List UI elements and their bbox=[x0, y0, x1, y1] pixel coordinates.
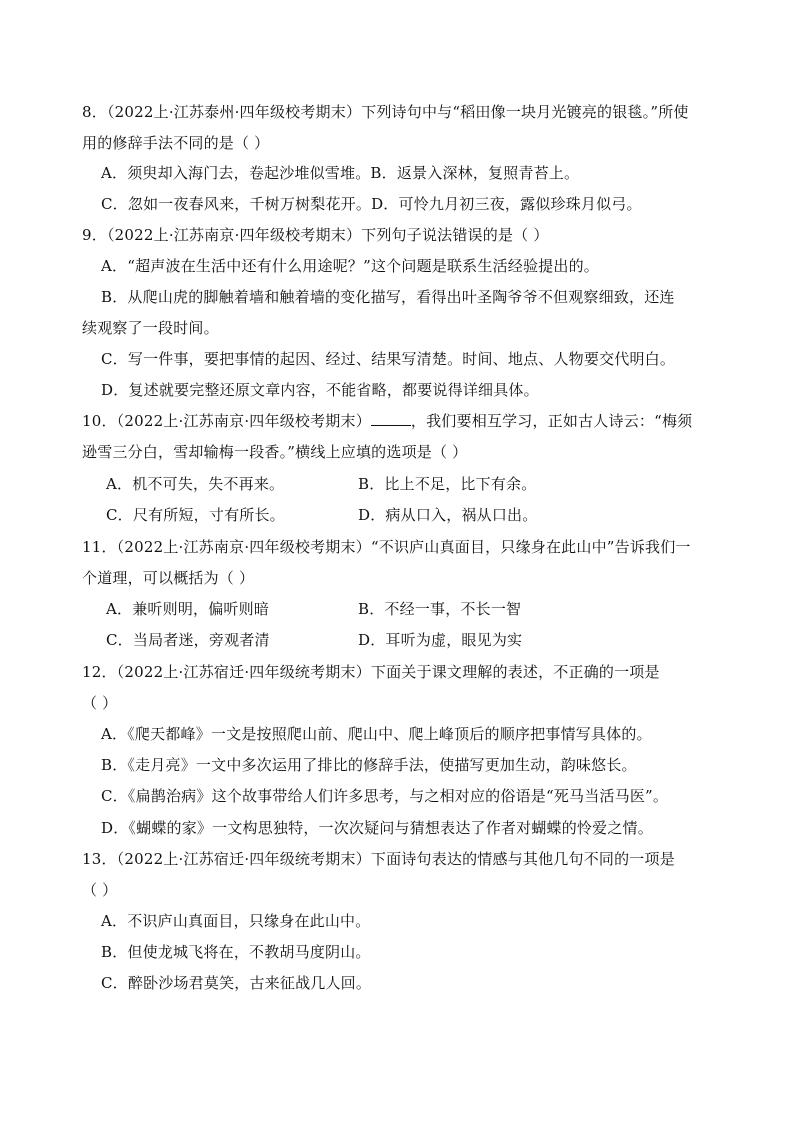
q10-stem-line-2: 逊雪三分白，雪却输梅一段香。”横线上应填的选项是（ ） bbox=[82, 443, 468, 461]
q11-option-d: D．耳听为虚，眼见为实 bbox=[358, 631, 523, 649]
q12-option-b: B．《走月亮》一文中多次运用了排比的修辞手法，使描写更加生动，韵味悠长。 bbox=[101, 756, 637, 774]
q11-option-a: A．兼听则明，偏听则暗 bbox=[106, 600, 270, 618]
q12-stem-line-1: 12．（2022上·江苏宿迁·四年级统考期末）下面关于课文理解的表述，不正确的一项是 bbox=[82, 663, 660, 681]
q10-option-a: A．机不可失，失不再来。 bbox=[106, 475, 285, 493]
q12-option-d: D．《蝴蝶的家》一文构思独特，一次次疑问与猜想表达了作者对蝴蝶的怜爱之情。 bbox=[101, 819, 653, 837]
q8-stem-line-2: 用的修辞手法不同的是（ ） bbox=[82, 134, 270, 152]
q13-option-c: C．醉卧沙场君莫笑，古来征战几人回。 bbox=[101, 974, 372, 992]
q10-option-b: B．比上不足，比下有余。 bbox=[358, 475, 537, 493]
q9-stem: 9．（2022上·江苏南京·四年级校考期末）下列句子说法错误的是（ ） bbox=[82, 226, 549, 244]
q13-option-a: A．不识庐山真面目，只缘身在此山中。 bbox=[101, 912, 371, 930]
q10-stem-part-2: ，我们要相互学习，正如古人诗云：“梅须 bbox=[410, 412, 693, 430]
q10-stem-line-1 bbox=[82, 411, 692, 431]
q13-stem-line-2: （ ） bbox=[82, 881, 118, 899]
q11-option-b: B．不经一事，不长一智 bbox=[358, 600, 522, 618]
q12-option-a: A．《爬天都峰》一文是按照爬山前、爬山中、爬上峰顶后的顺序把事情写具体的。 bbox=[101, 725, 652, 743]
q9-option-c: C．写一件事，要把事情的起因、经过、结果写清楚。时间、地点、人物要交代明白。 bbox=[101, 350, 676, 368]
q9-option-a: A．“超声波在生活中还有什么用途呢？”这个问题是联系生活经验提出的。 bbox=[101, 257, 599, 275]
q11-stem-line-1: 11．（2022上·江苏南京·四年级校考期末）“不识庐山真面目，只缘身在此山中”告诉我们一 bbox=[82, 538, 691, 556]
q8-stem-line-1: 8．（2022上·江苏泰州·四年级校考期末）下列诗句中与“稻田像一块月光镀亮的银毯。”所使 bbox=[82, 103, 689, 121]
q12-option-c: C．《扁鹊治病》这个故事带给人们许多思考，与之相对应的俗语是“死马当活马医”。 bbox=[101, 787, 669, 805]
q10-fill-blank bbox=[371, 411, 411, 426]
q11-option-c: C．当局者迷，旁观者清 bbox=[106, 631, 270, 649]
q13-option-b: B．但使龙城飞将在，不教胡马度阴山。 bbox=[101, 943, 371, 961]
q9-option-b-continued: 续观察了一段时间。 bbox=[82, 319, 219, 337]
q13-stem-line-1: 13．（2022上·江苏宿迁·四年级统考期末）下面诗句表达的情感与其他几句不同的一项是 bbox=[82, 850, 675, 868]
q9-option-b: B．从爬山虎的脚触着墙和触着墙的变化描写，看得出叶圣陶爷爷不但观察细致，还连 bbox=[101, 288, 675, 306]
q10-option-c: C．尺有所短，寸有所长。 bbox=[106, 506, 285, 524]
q10-option-d: D．病从口入，祸从口出。 bbox=[358, 506, 538, 524]
q8-option-row-2: C．忽如一夜春风来，千树万树梨花开。D．可怜九月初三夜，露似珍珠月似弓。 bbox=[101, 195, 642, 213]
q9-option-d: D．复述就要完整还原文章内容，不能省略，都要说得详细具体。 bbox=[101, 381, 539, 399]
q10-stem-part-1: 10．（2022上·江苏南京·四年级校考期末） bbox=[82, 412, 371, 430]
q8-option-row-1: A．须臾却入海门去，卷起沙堆似雪堆。B．返景入深林，复照青苔上。 bbox=[101, 164, 580, 182]
q12-stem-line-2: （ ） bbox=[82, 694, 118, 712]
q11-stem-line-2: 个道理，可以概括为（ ） bbox=[82, 569, 255, 587]
